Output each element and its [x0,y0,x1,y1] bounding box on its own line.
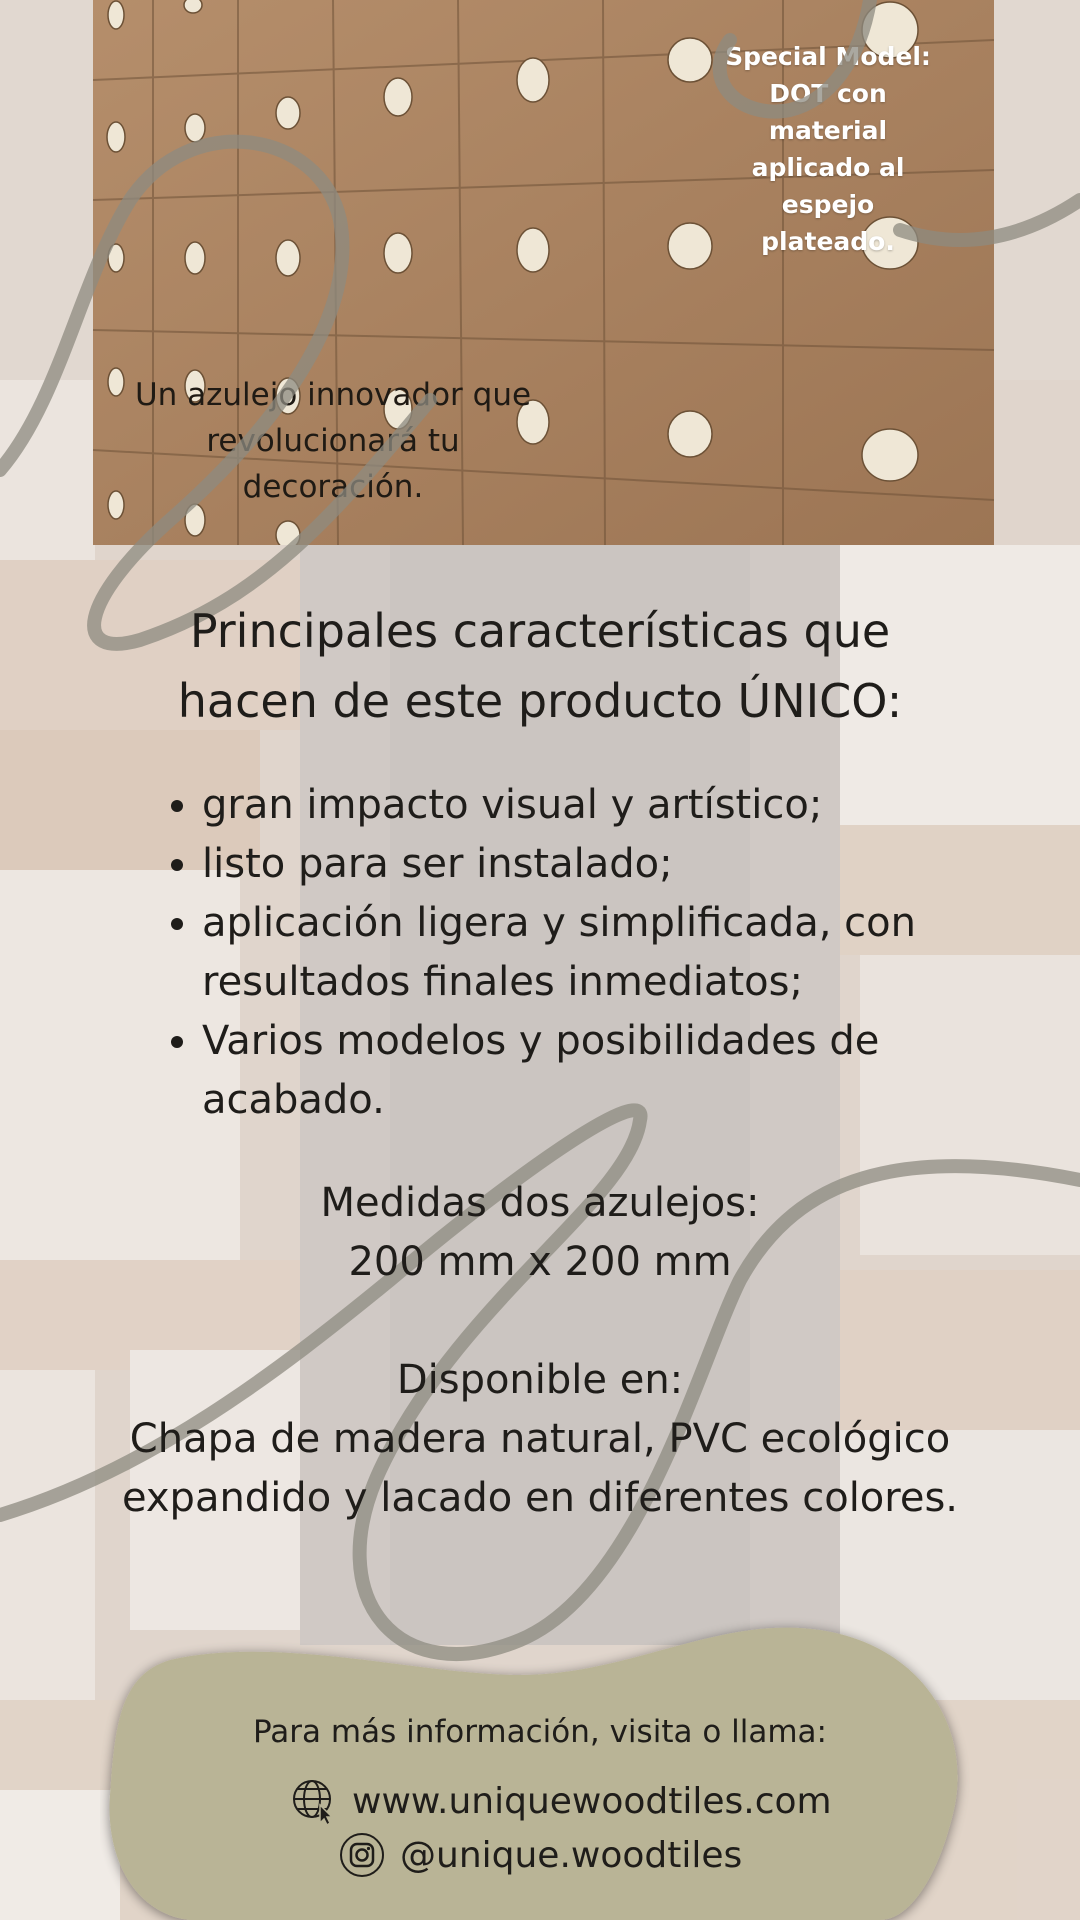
instagram-handle[interactable]: @unique.woodtiles [400,1834,743,1876]
globe-cursor-icon [290,1777,338,1825]
feature-item: • Varios modelos y posibilidades de acabado. [202,1012,1022,1130]
instagram-row[interactable] [338,1830,742,1880]
special-model-line: Special Model: [725,42,931,71]
special-model-line: plateado. [761,227,895,256]
tile-measures [90,1174,990,1292]
hero-caption-special-model [708,38,948,260]
available-label: Disponible en: [396,1357,684,1403]
features-list [160,776,1022,1130]
instagram-icon [338,1831,386,1879]
measures-value: 200 mm x 200 mm [348,1239,732,1285]
feature-item: • gran impacto visual y artístico; [202,776,1022,835]
special-model-line: DOT con material [768,79,888,145]
feature-item: • aplicación ligera y simplificada, con resultados finales inmediatos; [202,894,1022,1012]
available-text: Chapa de madera natural, PVC ecológico expandido y lacado en diferentes colores. [121,1416,959,1521]
special-model-line: aplicado al espejo [751,153,905,219]
hero-caption-left-line: revolucionará tu [206,423,460,459]
features-heading-line: Principales características que [189,604,891,658]
hero-caption-left-line: decoración. [242,469,424,505]
availability [110,1351,970,1528]
measures-label: Medidas dos azulejos: [320,1180,760,1226]
hero-photo [93,0,994,545]
contact-label: Para más información, visita o llama: [252,1714,827,1750]
website-row[interactable] [290,1776,832,1826]
website-link[interactable]: www.uniquewoodtiles.com [352,1780,832,1822]
feature-item: • listo para ser instalado; [202,835,1022,894]
hero-caption-left-line: Un azulejo innovador que [134,377,532,413]
hero-caption-left [123,372,723,510]
features-heading-line: hacen de este producto ÚNICO: [177,674,903,728]
features-heading [90,596,990,736]
